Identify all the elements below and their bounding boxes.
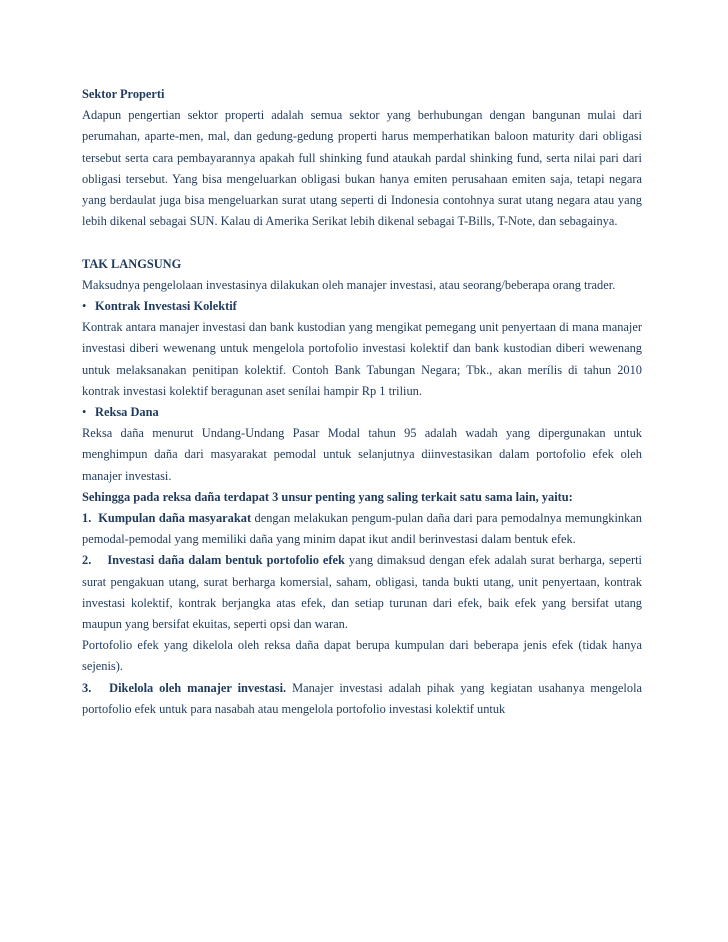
paragraph-sektor-properti: Adapun pengertian sektor properti adalah semua sektor yang berhubungan dengan bangunan mulai dari perumahan, aparte-men, mal, dan gedung-gedung properti harus memperhatikan baloon maturity dari obligasi tersebut serta cara pembayarannya apakah full shinking fund ataukah pardal shinking fund, serta nilai pari dari obligasi tersebut. Yang bisa mengeluarkan obligasi bukan hanya emiten perusahaan emiten saja, tetapi negara yang berdaulat juga bisa mengeluarkan surat utang seperti di Indonesia contohnya surat utang negara atau yang lebih dikenal sebagai SUN. Kalau di Amerika Serikat lebih dikenal sebagai T-Bills, T-Note, dan sebagainya. xyxy=(82,108,642,229)
list-item-title: Dikelola oleh manajer investasi. xyxy=(109,680,287,695)
heading-kontrak-investasi-kolektif: Kontrak Investasi Kolektif xyxy=(95,299,237,314)
list-item-title: Kumpulan daña masyarakat xyxy=(98,511,252,526)
paragraph-portofolio-efek: Portofolio efek yang dikelola oleh reksa daña dapat berupa kumpulan dari beberapa jenis efek (tidak hanya sejenis). xyxy=(82,638,642,674)
list-item-text: yang dimaksud dengan efek adalah surat berharga, seperti surat pengakuan utang, surat berharga komersial, saham, obligasi, tanda bukti utang, unit penyertaan, kontrak investasi kolektif, kontrak berjangka atas efek, dan setiap turunan dari efek, baik efek yang bersifat utang maupun yang bersifat ekuitas, seperti opsi dan waran. xyxy=(82,553,643,632)
spacer xyxy=(82,232,642,253)
paragraph-reksa-dana: Reksa daña menurut Undang-Undang Pasar Modal tahun 95 adalah wadah yang dipergunakan untuk menghimpun daña dari masyarakat pemodal untuk selanjutnya diinvestasikan dalam portofolio efek oleh manajer investasi. xyxy=(82,426,642,483)
list-item-text: Manajer investasi adalah pihak yang kegiatan usahanya mengelola portofolio efek untuk para nasabah atau mengelola portofolio investasi kolektif untuk xyxy=(82,680,643,716)
bullet-kontrak-investasi-kolektif xyxy=(82,296,642,317)
heading-sektor-properti: Sektor Properti xyxy=(82,87,165,101)
list-number: 1. xyxy=(82,511,92,526)
heading-tak-langsung: TAK LANGSUNG xyxy=(82,256,182,271)
heading-reksa-dana: Reksa Dana xyxy=(95,405,159,420)
list-item-1 xyxy=(82,508,642,550)
paragraph-kontrak-investasi-kolektif: Kontrak antara manajer investasi dan bank kustodian yang mengikat pemegang unit penyertaan di mana manajer investasi diberi wewenang untuk mengelola portofolio investasi kolektif dan bank kustodian diberi wewenang untuk melaksanakan penitipan kolektif. Contoh Bank Tabungan Negara; Tbk., akan merílis di tahun 2010 kontrak investasi kolektif beragunan aset senílai hampir Rp 1 triliun. xyxy=(82,320,642,398)
list-item-text: dengan melakukan pengum-pulan daña dari para pemodalnya memungkinkan pemodal-pemodal yang memiliki daña yang minim dapat ikut andil berinvestasi dalam bentuk efek. xyxy=(82,511,642,547)
list-number: 2. xyxy=(82,553,92,568)
paragraph-tak-langsung: Maksudnya pengelolaan investasinya dilakukan oleh manajer investasi, atau seorang/beberapa orang trader. xyxy=(82,277,616,292)
bullet-icon: • xyxy=(82,299,87,314)
list-item-3 xyxy=(82,678,642,720)
list-item-title: Investasi daña dalam bentuk portofolio efek xyxy=(107,553,345,568)
bullet-icon: • xyxy=(82,405,87,420)
list-number: 3. xyxy=(82,680,92,695)
paragraph-unsur-intro: Sehingga pada reksa daña terdapat 3 unsur penting yang saling terkait satu sama lain, yaitu: xyxy=(82,489,573,504)
list-item-2 xyxy=(82,550,642,635)
document-page xyxy=(82,84,642,720)
bullet-reksa-dana xyxy=(82,402,642,423)
